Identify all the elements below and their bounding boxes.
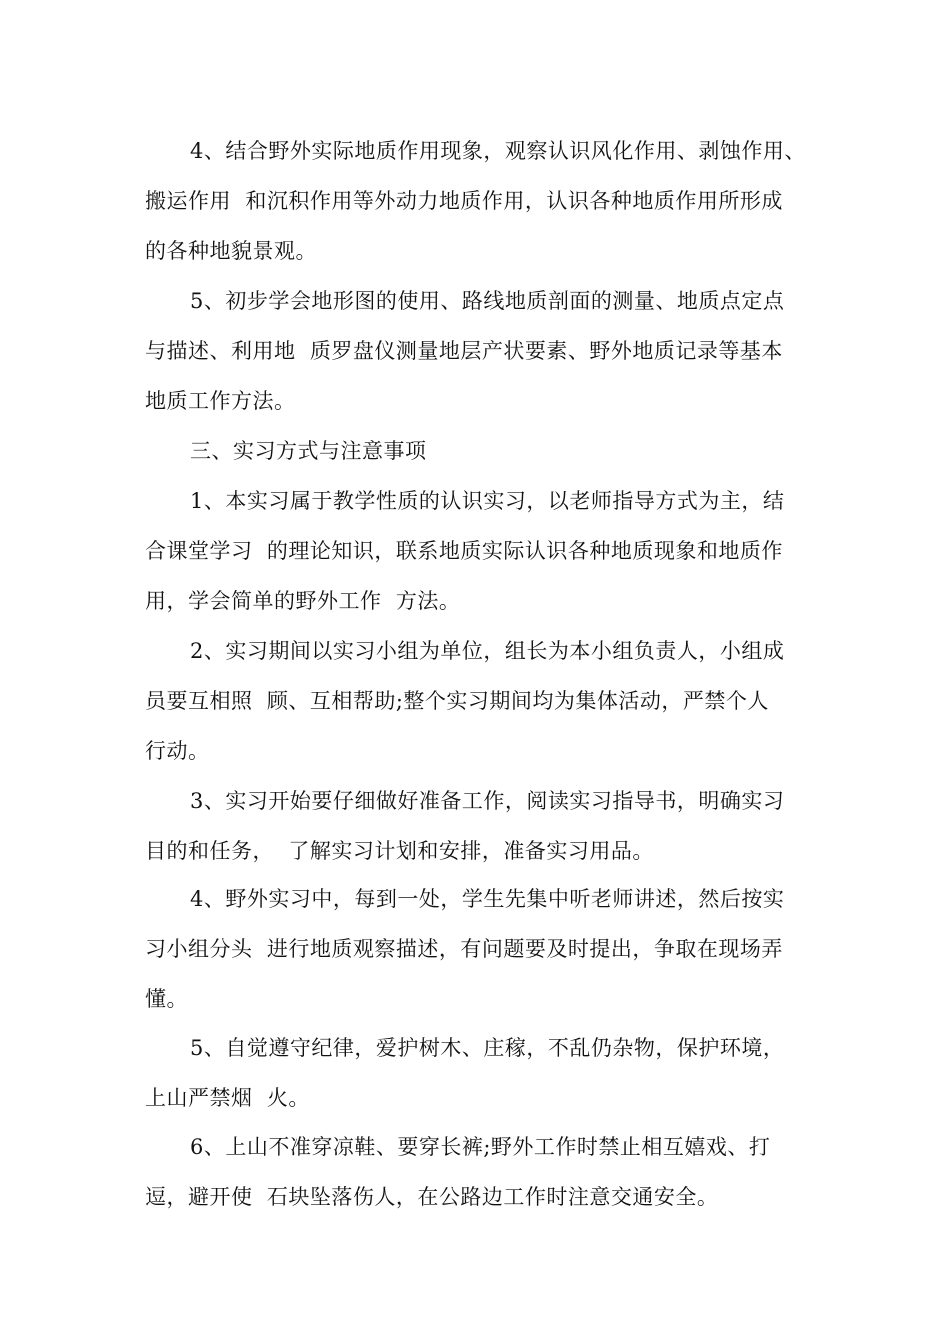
paragraph-rule-3	[145, 776, 815, 876]
text-line: 地质工作方法。	[145, 389, 296, 413]
paragraph-rule-6	[145, 1122, 815, 1222]
paragraph-objective-5	[145, 276, 815, 426]
text-line: 合课堂学习 的理论知识，联系地质实际认识各种地质现象和地质作	[145, 539, 783, 563]
paragraph-rule-4	[145, 874, 815, 1024]
paragraph-rule-5	[145, 1023, 815, 1123]
text-line: 3、实习开始要仔细做好准备工作，阅读实习指导书，明确实习	[190, 789, 785, 813]
text-line: 用，学会简单的野外工作 方法。	[145, 589, 461, 613]
text-line: 逗，避开使 石块坠落伤人，在公路边工作时注意交通安全。	[145, 1185, 719, 1209]
paragraph-rule-1	[145, 476, 815, 626]
text-line: 4、野外实习中，每到一处，学生先集中听老师讲述，然后按实	[190, 887, 785, 911]
text-line: 懂。	[145, 987, 188, 1011]
paragraph-rule-2	[145, 626, 815, 776]
text-line: 目的和任务， 了解实习计划和安排，准备实习用品。	[145, 839, 654, 863]
text-line: 1、本实习属于教学性质的认识实习，以老师指导方式为主，结	[190, 489, 785, 513]
text-line: 4、结合野外实际地质作用现象，观察认识风化作用、剥蚀作用、	[190, 139, 806, 163]
text-line: 行动。	[145, 739, 210, 763]
text-line: 5、自觉遵守纪律，爱护树木、庄稼，不乱仍杂物，保护环境，	[190, 1036, 785, 1060]
section-title: 三、实习方式与注意事项	[190, 439, 427, 463]
text-line: 上山严禁烟 火。	[145, 1086, 310, 1110]
text-line: 2、实习期间以实习小组为单位，组长为本小组负责人，小组成	[190, 639, 785, 663]
text-line: 6、上山不准穿凉鞋、要穿长裤;野外工作时禁止相互嬉戏、打	[190, 1135, 771, 1159]
text-line: 搬运作用 和沉积作用等外动力地质作用，认识各种地质作用所形成	[145, 189, 783, 213]
section-heading	[145, 426, 815, 476]
text-line: 员要互相照 顾、互相帮助;整个实习期间均为集体活动，严禁个人	[145, 689, 769, 713]
text-line: 与描述、利用地 质罗盘仪测量地层产状要素、野外地质记录等基本	[145, 339, 783, 363]
paragraph-objective-4	[145, 126, 815, 276]
text-line: 的各种地貌景观。	[145, 239, 317, 263]
text-line: 5、初步学会地形图的使用、路线地质剖面的测量、地质点定点	[190, 289, 785, 313]
text-line: 习小组分头 进行地质观察描述，有问题要及时提出，争取在现场弄	[145, 937, 783, 961]
